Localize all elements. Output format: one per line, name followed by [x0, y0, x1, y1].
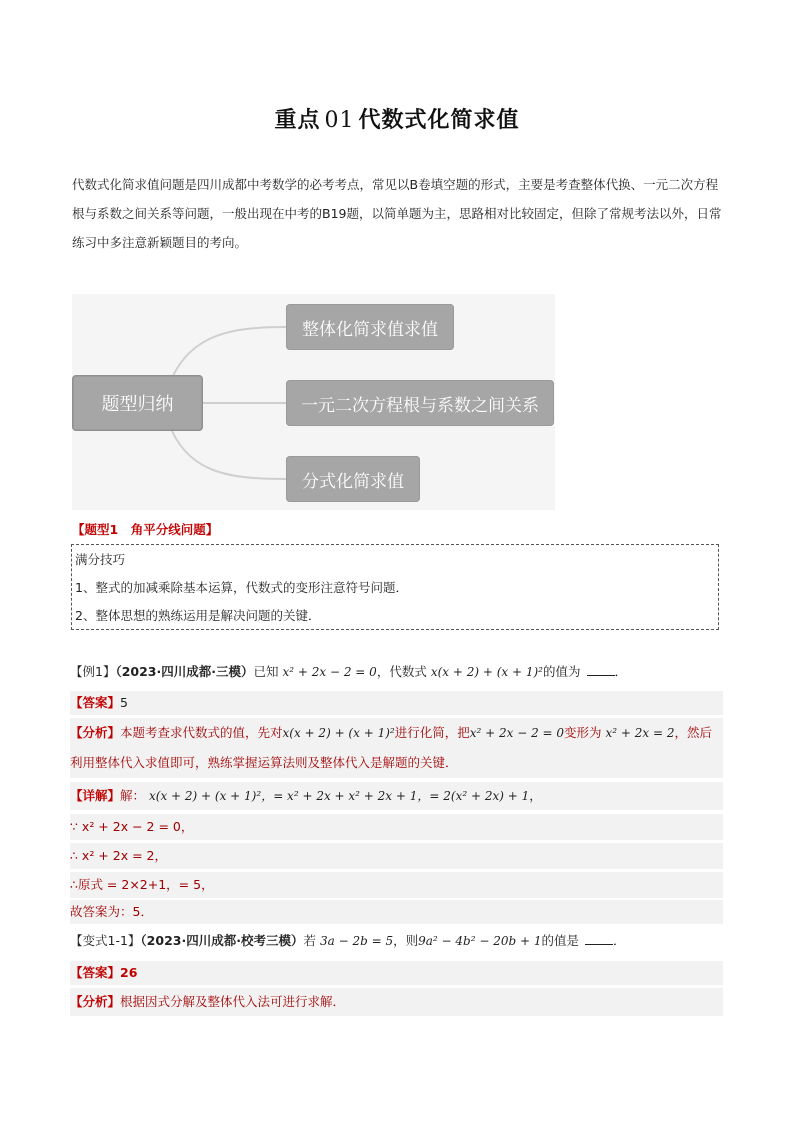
mind-map	[72, 294, 555, 510]
q-text: 的值是	[541, 933, 579, 948]
example-source: （2023·四川成都·三模）	[115, 664, 254, 679]
q-text: 的值为	[542, 664, 581, 679]
analysis-text: 本题考查求代数式的值，先对	[120, 725, 283, 740]
detail-step-2	[70, 814, 723, 840]
title-number: 01	[324, 108, 355, 133]
expression: 9a² − 4b² − 20b + 1	[418, 934, 542, 948]
connector-3	[172, 431, 286, 479]
tips-item-2: 2、整体思想的熟练运用是解决问题的关键．	[75, 608, 321, 623]
expression: ，= 2(x² + 2x) + 1	[417, 789, 530, 803]
analysis-text: 根据因式分解及整体代入法可进行求解．	[120, 994, 346, 1009]
example1-answer	[70, 691, 723, 715]
q-text: ．	[614, 664, 628, 679]
analysis-text: 变形为	[564, 725, 602, 740]
variant-label: 【变式1-1】	[70, 933, 141, 948]
equation: x² + 2x = 2	[605, 726, 675, 740]
mind-map-node-2: 一元二次方程根与系数之间关系	[286, 380, 554, 426]
detail-text: ∴ x² + 2x = 2，	[70, 848, 167, 863]
answer-label: 【答案】	[70, 965, 121, 980]
equation: x² + 2x − 2 = 0	[282, 665, 377, 679]
detail-text: ∵ x² + 2x − 2 = 0，	[70, 819, 194, 834]
example1-question	[70, 662, 723, 680]
variant1-answer	[70, 961, 723, 985]
tips-box	[71, 544, 719, 630]
analysis-text: 利用整体代入求值即可，熟练掌握运算法则及整体代入是解题的关键．	[70, 755, 458, 770]
equation: x² + 2x − 2 = 0	[469, 726, 565, 740]
connector-1	[172, 327, 286, 378]
detail-step-4	[70, 872, 723, 898]
detail-text: ，	[529, 788, 542, 803]
type1-heading: 【题型1 角平分线问题】	[72, 522, 219, 537]
detail-text: ∴原式 = 2×2+1，= 5，	[70, 877, 214, 892]
answer-value: 26	[120, 965, 138, 980]
q-text: ，代数式	[376, 664, 427, 679]
equation: 3a − 2b = 5	[319, 934, 394, 948]
answer-value: 5	[120, 695, 128, 710]
analysis-label: 【分析】	[70, 994, 121, 1009]
mind-map-root: 题型归纳	[72, 375, 203, 431]
analysis-label: 【分析】	[70, 725, 121, 740]
analysis-text: ，然后	[674, 725, 713, 740]
detail-step-3	[70, 843, 723, 869]
detail-text: 解：	[120, 788, 146, 803]
tips-title: 满分技巧	[75, 552, 126, 567]
detail-label: 【详解】	[70, 788, 121, 803]
q-text: ，则	[393, 933, 419, 948]
example1-detail	[70, 782, 723, 810]
expression: x(x + 2) + (x + 1)²	[430, 665, 543, 679]
expression: x(x + 2) + (x + 1)²	[282, 726, 395, 740]
q-text: 已知	[253, 664, 279, 679]
example1-analysis	[70, 718, 723, 778]
intro-paragraph: 代数式化简求值问题是四川成都中考数学的必考考点，常见以B卷填空题的形式，主要是考查整体代换、一元二次方程根与系数之间关系等问题，一般出现在中考的B19题，以简单题为主，思路相对比较固定，但除了常规考法以外，日常练习中多注意新颖题目的考向。	[72, 177, 722, 250]
example-label: 【例1】	[70, 664, 116, 679]
detail-step-5	[70, 900, 723, 924]
analysis-text: 进行化简，把	[394, 725, 470, 740]
variant-source: （2023·四川成都·校考三模）	[140, 933, 304, 948]
title-prefix: 重点	[274, 108, 321, 133]
answer-label: 【答案】	[70, 695, 121, 710]
variant1-question	[70, 931, 723, 949]
page-title	[0, 103, 794, 134]
mind-map-node-1: 整体化简求值求值	[286, 304, 454, 350]
answer-blank	[585, 934, 613, 945]
title-text: 代数式化简求值	[358, 108, 520, 133]
detail-text: 故答案为：5．	[70, 904, 153, 919]
mind-map-node-3: 分式化简求值	[286, 456, 420, 502]
expression: x(x + 2) + (x + 1)²	[149, 789, 262, 803]
q-text: ．	[612, 933, 626, 948]
variant1-analysis	[70, 988, 723, 1016]
answer-blank	[587, 665, 615, 676]
expression: ，= x² + 2x + x² + 2x + 1	[261, 789, 418, 803]
q-text: 若	[303, 933, 316, 948]
tips-item-1: 1、整式的加减乘除基本运算，代数式的变形注意符号问题．	[75, 580, 408, 595]
